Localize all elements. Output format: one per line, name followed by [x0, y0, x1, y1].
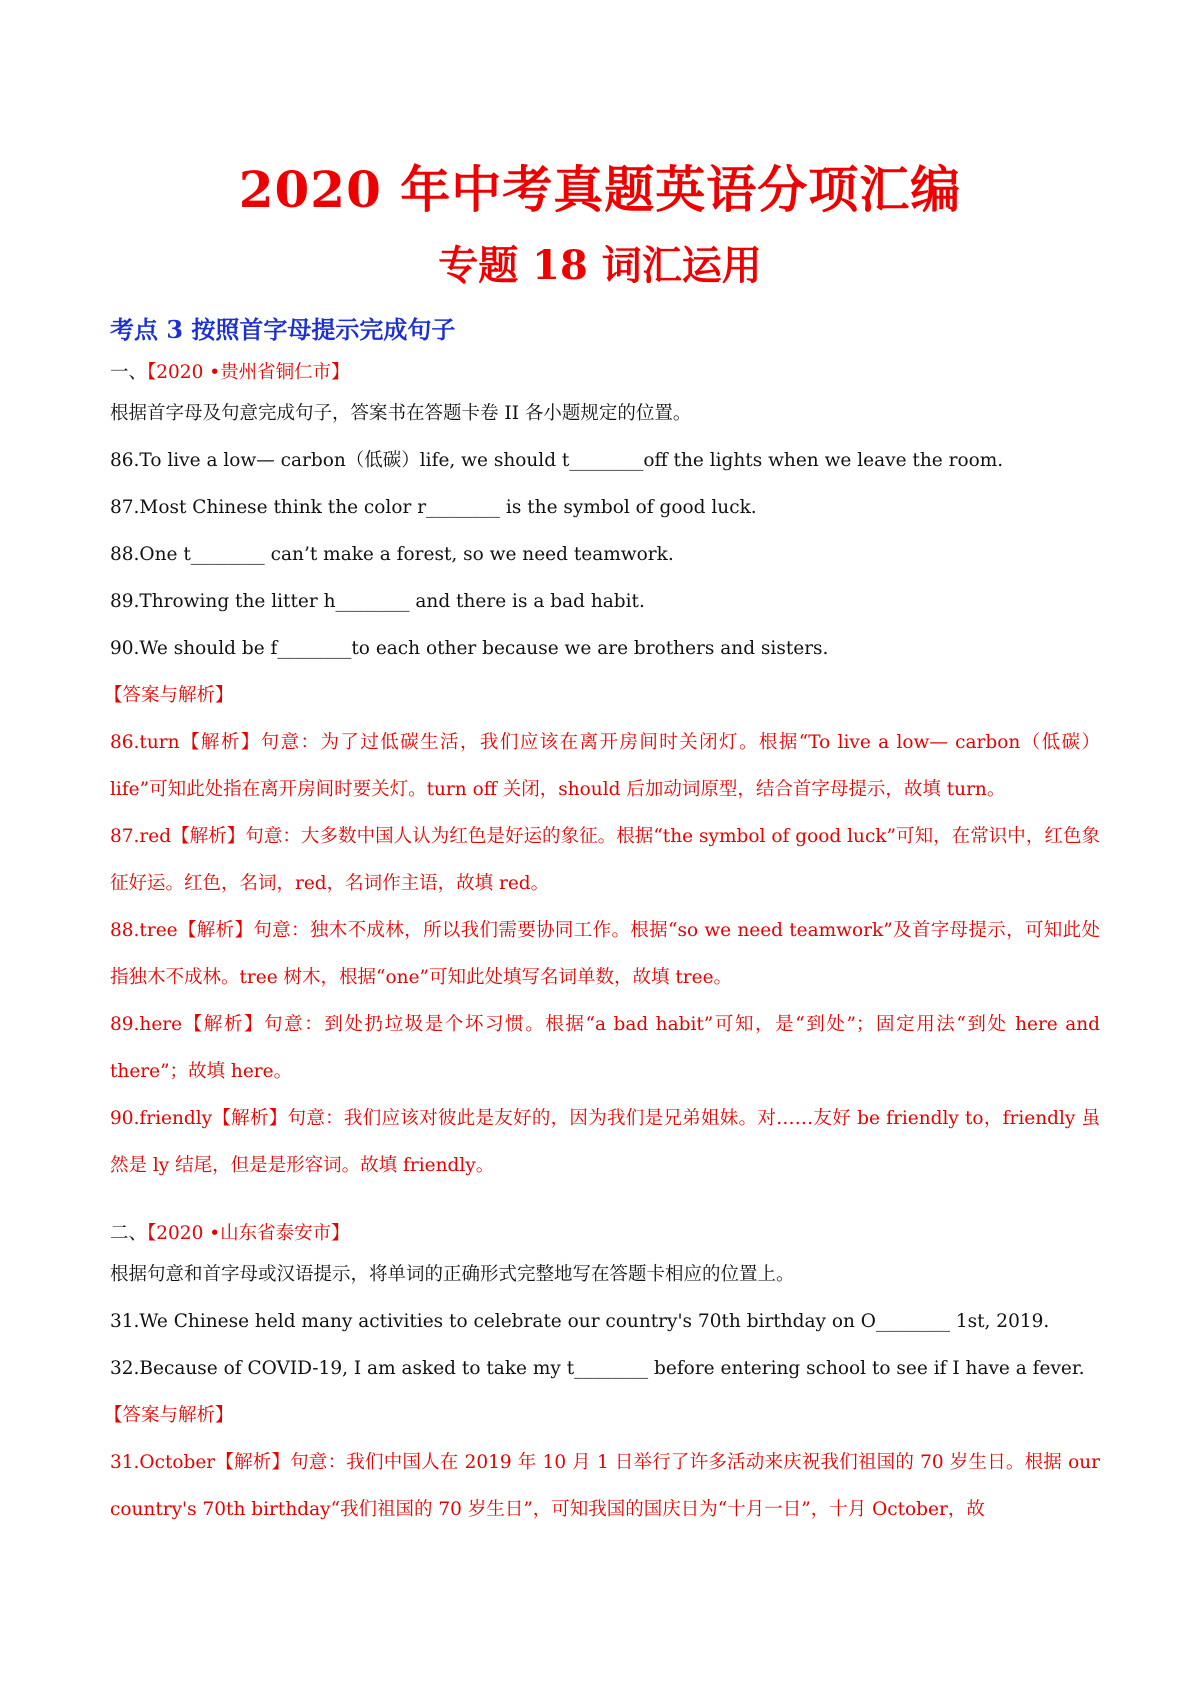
question-31: 31.We Chinese held many activities to celebrate our country's 70th birthday on O________ 1st, 2019. — [110, 1311, 1050, 1332]
answer-heading: 【答案与解析】 — [104, 1405, 234, 1426]
section-source — [110, 1217, 1100, 1251]
question-32: 32.Because of COVID-19, I am asked to take my t________ before entering school to see if I have a fever. — [110, 1358, 1085, 1379]
question-87: 87.Most Chinese think the color r________ is the symbol of good luck. — [110, 497, 757, 518]
section-2 — [104, 1217, 1100, 1533]
section-prefix: 二、 — [110, 1223, 148, 1244]
explanation-89: 89.here【解析】句意：到处扔垃圾是个坏习惯。根据“a bad habit”可知，是“到处”；固定用法“到处 here and there”；故填 here。 — [110, 1014, 1100, 1082]
section-instruction: 根据首字母及句意完成句子，答案书在答题卡卷 II 各小题规定的位置。 — [110, 403, 692, 424]
page-title: 2020 年中考真题英语分项汇编 — [238, 160, 962, 219]
answer-heading: 【答案与解析】 — [104, 685, 234, 706]
question-86: 86.To live a low— carbon（低碳）life, we should t________off the lights when we leave the room. — [110, 450, 1004, 471]
section-1 — [104, 356, 1100, 1189]
explanation-31: 31.October【解析】句意：我们中国人在 2019 年 10 月 1 日举行了许多活动来庆祝我们祖国的 70 岁生日。根据 our country's 70th birthday“我们祖国的 70 岁生日”，可知我国的国庆日为“十月一日”，十月 October，故 — [110, 1452, 1100, 1520]
section-instruction: 根据句意和首字母或汉语提示，将单词的正确形式完整地写在答题卡相应的位置上。 — [110, 1264, 795, 1285]
question-90: 90.We should be f________to each other because we are brothers and sisters. — [110, 638, 829, 659]
section-source-label: 【2020 •贵州省铜仁市】 — [147, 362, 350, 383]
explanation-88: 88.tree【解析】句意：独木不成林，所以我们需要协同工作。根据“so we need teamwork”及首字母提示，可知此处指独木不成林。tree 树木，根据“one”可知此处填写名词单数，故填 tree。 — [110, 920, 1100, 988]
section-source-label: 【2020 •山东省泰安市】 — [147, 1223, 350, 1244]
explanation-87: 87.red【解析】句意：大多数中国人认为红色是好运的象征。根据“the symbol of good luck”可知，在常识中，红色象征好运。红色，名词，red，名词作主语，故填 red。 — [110, 826, 1100, 894]
section-gap — [110, 1189, 1100, 1217]
explanation-86: 86.turn【解析】句意：为了过低碳生活，我们应该在离开房间时关闭灯。根据“To live a low— carbon（低碳）life”可知此处指在离开房间时要关灯。turn off 关闭，should 后加动词原型，结合首字母提示，故填 turn。 — [110, 732, 1100, 800]
section-prefix: 一、 — [110, 362, 148, 383]
explanation-90: 90.friendly【解析】句意：我们应该对彼此是友好的，因为我们是兄弟姐妹。对……友好 be friendly to，friendly 虽然是 ly 结尾，但是是形容词。故填 friendly。 — [110, 1108, 1100, 1176]
question-89: 89.Throwing the litter h________ and there is a bad habit. — [110, 591, 645, 612]
section-source — [110, 356, 1100, 390]
page-subtitle: 专题 18 词汇运用 — [438, 242, 762, 289]
content — [104, 310, 1100, 1533]
question-88: 88.One t________ can’t make a forest, so we need teamwork. — [110, 544, 674, 565]
kaodian-heading: 考点 3 按照首字母提示完成句子 — [110, 315, 456, 344]
